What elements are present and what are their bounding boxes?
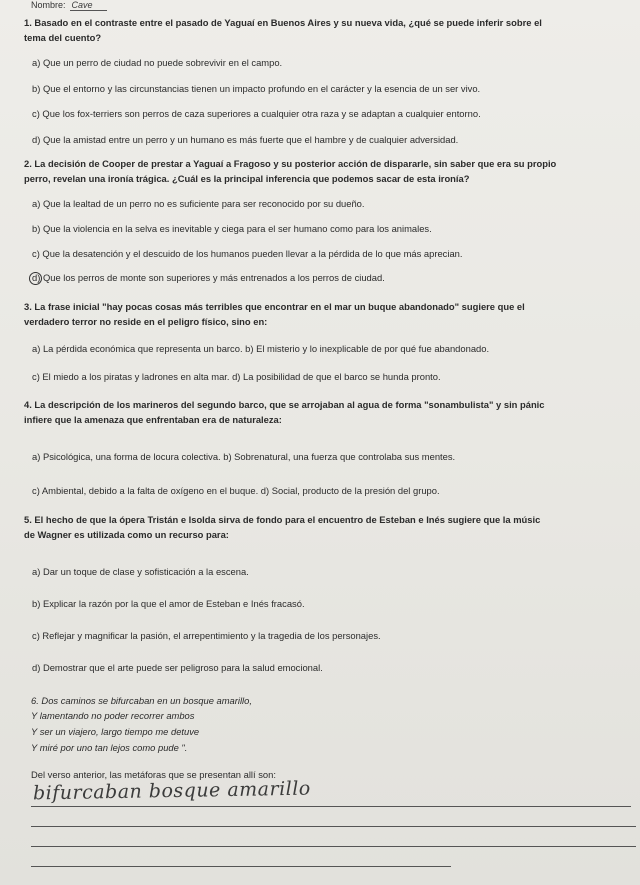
question-4-options-ab[interactable]: a) Psicológica, una forma de locura colectiva. b) Sobrenatural, una fuerza que controlaba sus mentes. xyxy=(32,451,456,462)
name-label: Nombre: xyxy=(31,0,66,10)
answer-line-1[interactable] xyxy=(31,806,631,807)
question-1-option-c[interactable]: c) Que los fox-terriers son perros de caza superiores a cualquier otra raza y se adaptan a cualquier entorno. xyxy=(32,108,481,119)
poem-line-2: Y ser un viajero, largo tiempo me detuve xyxy=(31,726,200,737)
circle-mark-icon xyxy=(29,272,42,285)
question-1-option-b[interactable]: b) Que el entorno y las circunstancias tienen un impacto profundo en el carácter y la esencia de un ser vivo. xyxy=(32,83,481,94)
answer-line-2[interactable] xyxy=(31,826,636,827)
question-3-options-ab[interactable]: a) La pérdida económica que representa un barco. b) El misterio y lo inexplicable de por qué fue abandonado. xyxy=(32,343,490,354)
question-2-option-d[interactable] xyxy=(32,271,385,284)
question-1-line-1: 1. Basado en el contraste entre el pasado de Yaguaí en Buenos Aires y su nueva vida, ¿qué se puede inferir sobre el xyxy=(24,17,542,28)
question-5-option-c[interactable]: c) Reflejar y magnificar la pasión, el arrepentimiento y la tragedia de los personajes. xyxy=(32,630,381,641)
handwritten-answer: bifurcaban bosque amarillo xyxy=(32,777,311,805)
question-5-line-1: 5. El hecho de que la ópera Tristán e Isolda sirva de fondo para el encuentro de Esteban e Inés sugiere que la músic xyxy=(24,514,541,525)
question-5-line-2: de Wagner es utilizada como un recurso para: xyxy=(24,529,229,540)
question-3-line-2: verdadero terror no reside en el peligro físico, sino en: xyxy=(24,316,268,327)
question-4-line-1: 4. La descripción de los marineros del segundo barco, que se arrojaban al agua de forma "sonambulista" y sin pánic xyxy=(24,399,545,410)
question-2-option-a[interactable]: a) Que la lealtad de un perro no es suficiente para ser reconocido por su dueño. xyxy=(32,198,365,209)
name-field[interactable] xyxy=(31,0,107,10)
question-2-option-c[interactable]: c) Que la desatención y el descuido de los humanos pueden llevar a la pérdida de lo que más aprecian. xyxy=(32,248,463,259)
name-value: Cave xyxy=(70,0,107,11)
question-5-option-b[interactable]: b) Explicar la razón por la que el amor de Esteban e Inés fracasó. xyxy=(32,598,305,609)
question-1-option-a[interactable]: a) Que un perro de ciudad no puede sobrevivir en el campo. xyxy=(32,57,283,68)
question-6-prompt: Del verso anterior, las metáforas que se presentan allí son: xyxy=(31,769,276,780)
question-3-line-1: 3. La frase inicial "hay pocas cosas más terribles que encontrar en el mar un buque abandonado" sugiere que el xyxy=(24,301,525,312)
question-5-option-d[interactable]: d) Demostrar que el arte puede ser peligroso para la salud emocional. xyxy=(32,662,323,673)
question-2-line-2: perro, revelan una ironía trágica. ¿Cuál es la principal inferencia que podemos sacar de esta ironía? xyxy=(24,173,470,184)
question-5-option-a[interactable]: a) Dar un toque de clase y sofisticación a la escena. xyxy=(32,566,249,577)
question-2-option-d-text: d) Que los perros de monte son superiores y más entrenados a los perros de ciudad. xyxy=(32,272,385,283)
answer-line-3[interactable] xyxy=(31,846,636,847)
question-4-line-2: infiere que la amenaza que enfrentaban era de naturaleza: xyxy=(24,414,282,425)
question-1-line-2: tema del cuento? xyxy=(24,32,102,43)
poem-line-1: Y lamentando no poder recorrer ambos xyxy=(31,710,195,721)
question-3-options-cd[interactable]: c) El miedo a los piratas y ladrones en alta mar. d) La posibilidad de que el barco se hunda pronto. xyxy=(32,371,441,382)
poem-line-3: Y miré por uno tan lejos como pude ". xyxy=(31,742,188,753)
question-6-intro: 6. Dos caminos se bifurcaban en un bosque amarillo, xyxy=(31,695,252,706)
question-2-line-1: 2. La decisión de Cooper de prestar a Yaguaí a Fragoso y su posterior acción de dispararle, sin saber que era su propio xyxy=(24,158,557,169)
question-4-options-cd[interactable]: c) Ambiental, debido a la falta de oxígeno en el buque. d) Social, producto de la presión del grupo. xyxy=(32,485,440,496)
answer-line-4[interactable] xyxy=(31,866,451,867)
question-1-option-d[interactable]: d) Que la amistad entre un perro y un humano es más fuerte que el hambre y de cualquier adversidad. xyxy=(32,134,459,145)
question-2-option-b[interactable]: b) Que la violencia en la selva es inevitable y ciega para el ser humano como para los animales. xyxy=(32,223,432,234)
